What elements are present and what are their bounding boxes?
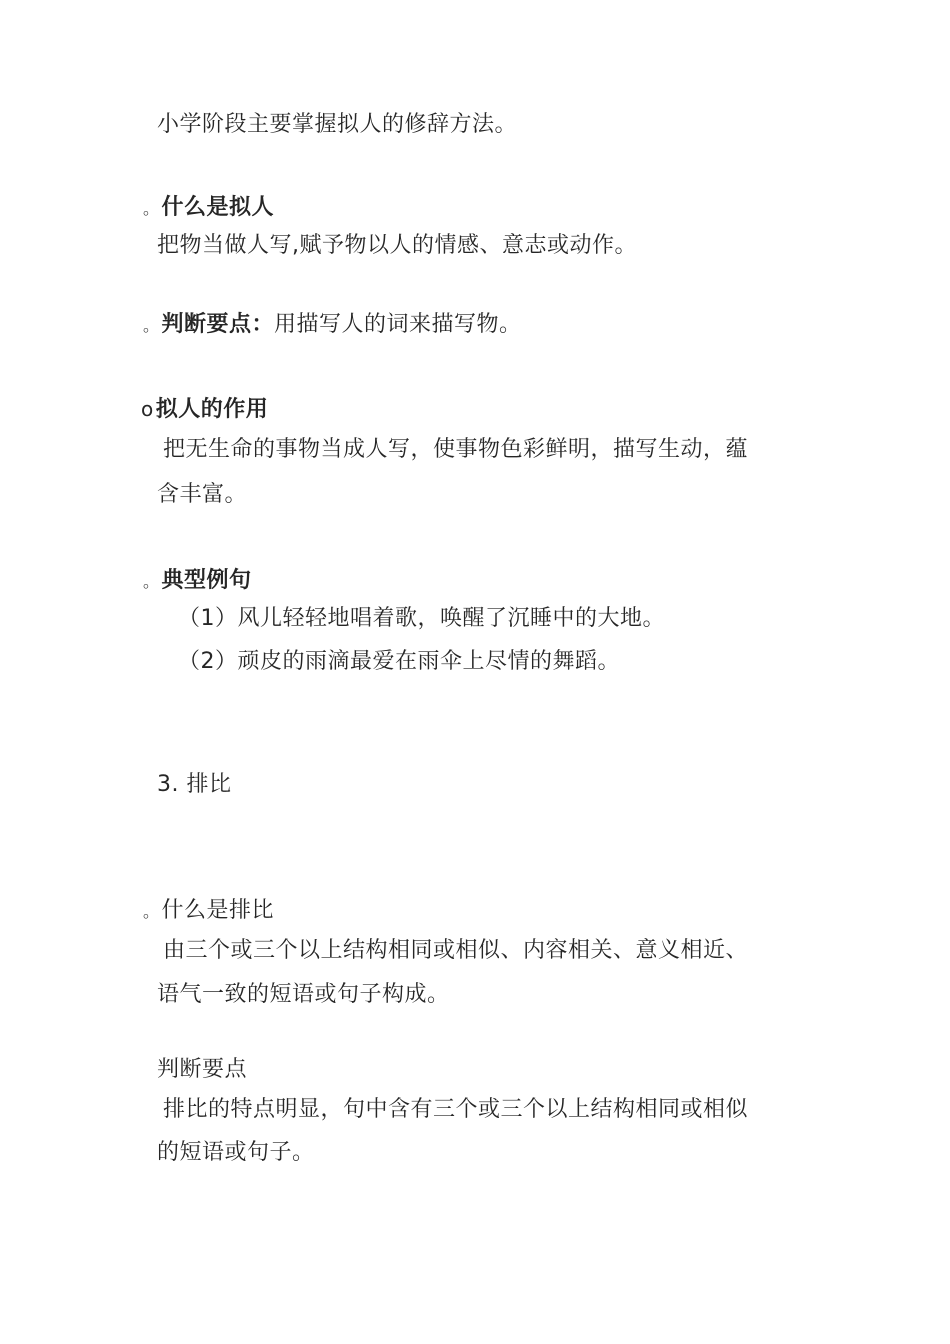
judge-heading: 判断要点： <box>161 312 275 337</box>
intro-text: 小学阶段主要掌握拟人的修辞方法。 <box>157 112 518 137</box>
heading-text: 什么是排比 <box>161 898 275 923</box>
parallelism-judge-text-2: 的短语或句子。 <box>157 1140 315 1165</box>
parallelism-judge-text-1: 排比的特点明显，句中含有三个或三个以上结构相同或相似 <box>163 1097 749 1122</box>
bullet-marker: 。 <box>143 902 160 921</box>
personification-examples-heading <box>143 566 252 597</box>
personification-effect-text-2: 含丰富。 <box>157 482 248 507</box>
personification-effect-heading <box>141 394 268 425</box>
example-sentence-2: （2）顽皮的雨滴最爱在雨伞上尽情的舞蹈。 <box>178 649 620 674</box>
parallelism-what-text-1: 由三个或三个以上结构相同或相似、内容相关、意义相近、 <box>163 938 749 963</box>
bullet-marker: 。 <box>143 316 160 335</box>
personification-judge-line <box>143 310 522 341</box>
judge-text: 用描写人的词来描写物。 <box>274 312 522 337</box>
bullet-marker: o <box>141 397 154 421</box>
parallelism-section-title: 3. 排比 <box>157 772 232 797</box>
personification-what-heading <box>143 193 274 224</box>
parallelism-what-heading <box>143 896 274 927</box>
personification-what-text: 把物当做人写,赋予物以人的情感、意志或动作。 <box>157 233 637 258</box>
heading-text: 拟人的作用 <box>155 397 269 422</box>
parallelism-judge-heading: 判断要点 <box>157 1057 248 1082</box>
bullet-marker: 。 <box>143 199 160 218</box>
example-sentence-1: （1）风儿轻轻地唱着歌，唤醒了沉睡中的大地。 <box>178 606 665 631</box>
personification-effect-text-1: 把无生命的事物当成人写，使事物色彩鲜明，描写生动，蕴 <box>163 437 749 462</box>
bullet-marker: 。 <box>143 572 160 591</box>
parallelism-what-text-2: 语气一致的短语或句子构成。 <box>157 982 450 1007</box>
heading-text: 典型例句 <box>161 568 252 593</box>
heading-text: 什么是拟人 <box>161 195 275 220</box>
